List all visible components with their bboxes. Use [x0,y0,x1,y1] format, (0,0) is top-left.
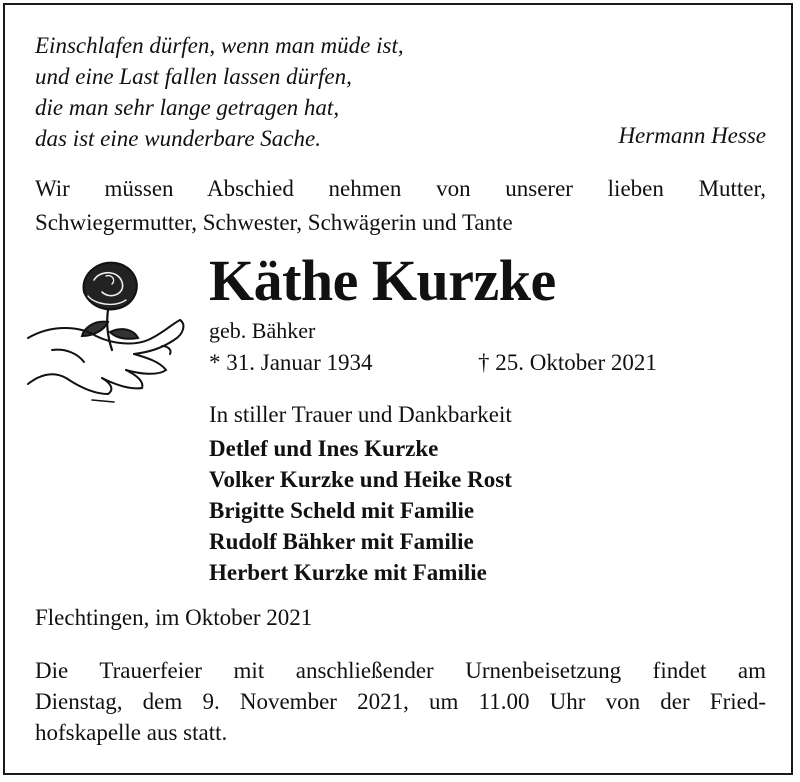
family-member: Herbert Kurzke mit Familie [209,560,487,585]
rose-in-hand-icon [22,250,192,410]
death-date: † 25. Oktober 2021 [478,350,657,375]
family-member: Volker Kurzke und Heike Rost [209,467,512,492]
family-member: Rudolf Bähker mit Familie [209,529,474,554]
poem-line: die man sehr lange getragen hat, [35,95,340,120]
funeral-info [35,655,766,748]
poem-author: Hermann Hesse [618,123,766,148]
deceased-name: Käthe Kurzke [209,248,556,313]
funeral-line: hofskapelle aus statt. [35,720,228,745]
intro-line: Schwiegermutter, Schwester, Schwägerin und Tante [35,210,513,235]
poem-line: das ist eine wunderbare Sache. [35,126,321,151]
poem [35,30,404,154]
family-list [209,433,512,588]
intro-line: Wir müssen Abschied nehmen von unserer lieben Mutter, [35,176,766,201]
funeral-line: Die Trauerfeier mit anschließender Urnenbeisetzung findet am [35,658,766,683]
birth-date: * 31. Januar 1934 [209,350,373,375]
family-member: Detlef und Ines Kurzke [209,436,439,461]
maiden-name: geb. Bähker [209,318,316,343]
intro-text [35,172,766,240]
mourning-text: In stiller Trauer und Dankbarkeit [209,402,512,427]
poem-line: Einschlafen dürfen, wenn man müde ist, [35,33,404,58]
family-member: Brigitte Scheld mit Familie [209,498,475,523]
place-date: Flechtingen, im Oktober 2021 [35,605,313,630]
funeral-line: Dienstag, dem 9. November 2021, um 11.00 Uhr von der Fried- [35,689,766,714]
poem-line: und eine Last fallen lassen dürfen, [35,64,352,89]
